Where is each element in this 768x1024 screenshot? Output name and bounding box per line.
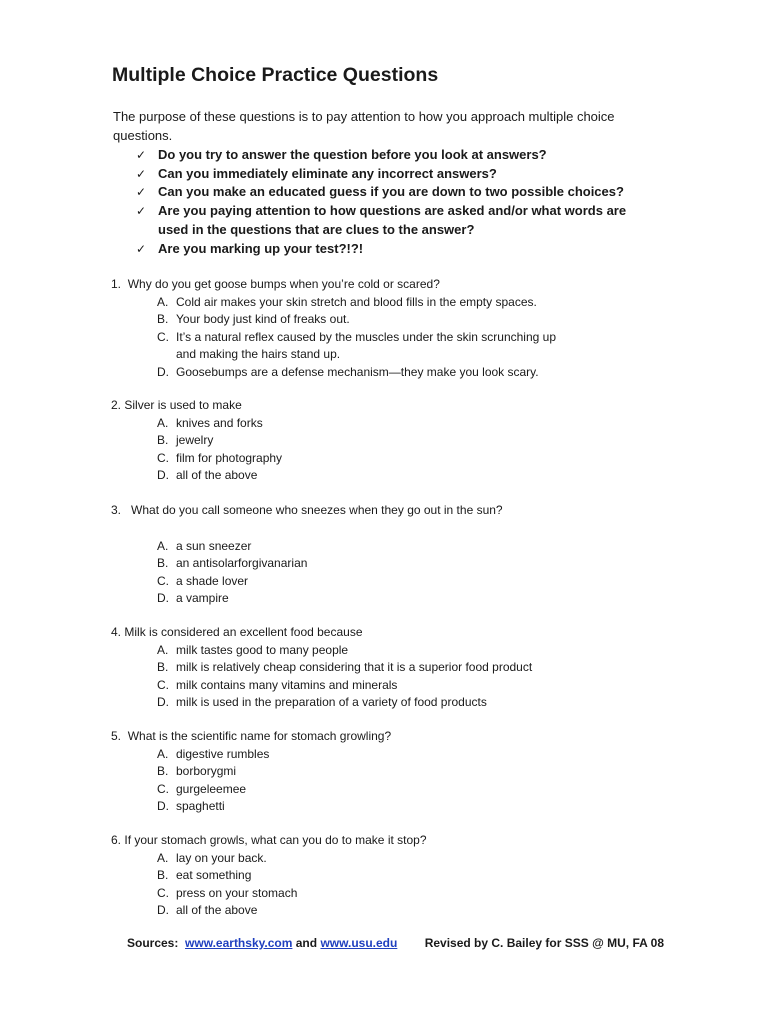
option-letter: A. (157, 415, 169, 430)
option-text: borborygmi (176, 764, 237, 778)
usu-link[interactable]: www.usu.edu (320, 936, 398, 950)
answer-options (111, 642, 671, 712)
revision-note: Revised by C. Bailey for SSS @ MU, FA 08 (424, 936, 665, 950)
option-text: lay on your back. (176, 850, 267, 865)
checklist-item-text: Are you paying attention to how questions are asked and/or what words are used in the questions that are clues to the answer? (158, 203, 627, 237)
option-text: milk contains many vitamins and minerals (176, 677, 398, 692)
option-text: film for photography (176, 450, 283, 465)
option-letter: C. (157, 677, 169, 692)
answer-option (157, 677, 671, 695)
option-text: jewelry (176, 433, 214, 447)
answer-option (157, 311, 671, 329)
option-text: knives and forks (176, 415, 263, 430)
answer-options (111, 415, 671, 485)
question-3 (111, 502, 671, 608)
answer-option (157, 885, 671, 903)
question-text: What do you call someone who sneezes when they go out in the sun? (131, 503, 503, 517)
option-text: a shade lover (176, 573, 249, 588)
question-4 (111, 624, 671, 712)
answer-option (157, 902, 671, 920)
question-text: What is the scientific name for stomach growling? (127, 729, 392, 743)
option-text: all of the above (176, 468, 258, 482)
option-text: a vampire (176, 591, 229, 605)
intro-paragraph: The purpose of these questions is to pay attention to how you approach multiple choice questions. (113, 109, 615, 143)
option-text: all of the above (176, 903, 258, 917)
check-mark-icon: ✓ (136, 185, 147, 200)
answer-option (157, 850, 671, 868)
option-letter: D. (157, 903, 169, 917)
option-text: milk tastes good to many people (176, 642, 349, 657)
checklist-item-text: Can you make an educated guess if you are down to two possible choices? (158, 184, 624, 200)
question-number: 3. (111, 503, 122, 517)
answer-option (157, 642, 671, 660)
question-6 (111, 832, 671, 920)
question-number: 4. (111, 625, 122, 639)
question-stem (111, 728, 671, 746)
checklist-item (136, 165, 656, 184)
question-number: 6. (111, 833, 122, 847)
option-letter: B. (157, 868, 169, 882)
checklist-item (136, 183, 656, 202)
answer-option (157, 573, 671, 591)
option-letter: A. (157, 850, 169, 865)
answer-option (157, 781, 671, 799)
answer-option (157, 538, 671, 556)
answer-option (157, 867, 671, 885)
option-letter: A. (157, 746, 169, 761)
question-text: Silver is used to make (124, 398, 242, 412)
question-number: 2. (111, 398, 122, 412)
answer-options (111, 850, 671, 920)
answer-option (157, 432, 671, 450)
answer-options (111, 294, 671, 382)
answer-option (157, 590, 671, 608)
option-letter: D. (157, 799, 169, 813)
option-letter: D. (157, 364, 169, 379)
answer-option (157, 555, 671, 573)
option-letter: B. (157, 433, 169, 447)
answer-options (111, 746, 671, 816)
question-text: If your stomach growls, what can you do to make it stop? (124, 833, 427, 847)
answer-option (157, 659, 671, 677)
option-letter: C. (157, 573, 169, 588)
checklist-item (136, 240, 656, 259)
footer-sources (127, 936, 664, 950)
checklist (136, 146, 656, 258)
and-text: and (295, 936, 318, 950)
check-mark-icon: ✓ (136, 166, 147, 181)
page-title: Multiple Choice Practice Questions (112, 64, 439, 86)
option-text: a sun sneezer (176, 538, 252, 553)
option-letter: B. (157, 312, 169, 326)
checklist-item-text: Are you marking up your test?!?! (158, 240, 364, 256)
option-text: press on your stomach (176, 885, 298, 900)
answer-option (157, 364, 671, 382)
option-text: digestive rumbles (176, 746, 270, 761)
option-text: milk is used in the preparation of a variety of food products (176, 695, 487, 709)
question-stem (111, 624, 671, 642)
question-stem (111, 276, 671, 294)
option-letter: D. (157, 695, 169, 709)
answer-option (157, 415, 671, 433)
option-letter: C. (157, 450, 169, 465)
question-2 (111, 397, 671, 485)
question-5 (111, 728, 671, 816)
option-letter: B. (157, 764, 169, 778)
answer-option (157, 798, 671, 816)
option-letter: B. (157, 660, 169, 674)
option-text: spaghetti (176, 799, 225, 813)
option-text: It’s a natural reflex caused by the muscles under the skin scrunching up and making the hairs stand up. (176, 329, 556, 361)
option-letter: D. (157, 591, 169, 605)
question-text: Why do you get goose bumps when you’re cold or scared? (127, 277, 440, 291)
option-text: Goosebumps are a defense mechanism—they make you look scary. (176, 364, 539, 379)
option-letter: A. (157, 294, 169, 309)
earthsky-link[interactable]: www.earthsky.com (185, 936, 293, 950)
checklist-item-text: Can you immediately eliminate any incorrect answers? (158, 165, 497, 181)
question-stem (111, 832, 671, 850)
answer-options (111, 538, 671, 608)
answer-option (157, 746, 671, 764)
option-text: milk is relatively cheap considering that it is a superior food product (176, 660, 533, 674)
answer-option (157, 294, 671, 312)
question-stem (111, 397, 671, 415)
option-text: eat something (176, 868, 252, 882)
option-letter: A. (157, 642, 169, 657)
sources-label: Sources: (127, 936, 179, 950)
check-mark-icon: ✓ (136, 148, 147, 162)
option-letter: C. (157, 329, 169, 344)
option-text: gurgeleemee (176, 781, 247, 796)
question-stem (111, 502, 671, 520)
answer-option (157, 763, 671, 781)
checklist-item-text: Do you try to answer the question before you look at answers? (158, 147, 547, 162)
checklist-item (136, 202, 656, 239)
option-text: Cold air makes your skin stretch and blood fills in the empty spaces. (176, 294, 537, 309)
question-text: Milk is considered an excellent food because (124, 625, 363, 639)
option-letter: C. (157, 781, 169, 796)
option-letter: D. (157, 468, 169, 482)
spacer (111, 520, 671, 538)
question-number: 5. (111, 729, 122, 743)
check-mark-icon: ✓ (136, 204, 147, 219)
answer-option (157, 694, 671, 712)
option-letter: C. (157, 885, 169, 900)
answer-option (157, 329, 556, 364)
option-text: Your body just kind of freaks out. (176, 312, 350, 326)
answer-option (157, 450, 671, 468)
option-text: an antisolarforgivanarian (176, 556, 308, 570)
question-1 (111, 276, 671, 381)
option-letter: A. (157, 538, 169, 553)
option-letter: B. (157, 556, 169, 570)
checklist-item (136, 146, 656, 165)
check-mark-icon: ✓ (136, 241, 147, 256)
answer-option (157, 467, 671, 485)
question-number: 1. (111, 277, 122, 291)
